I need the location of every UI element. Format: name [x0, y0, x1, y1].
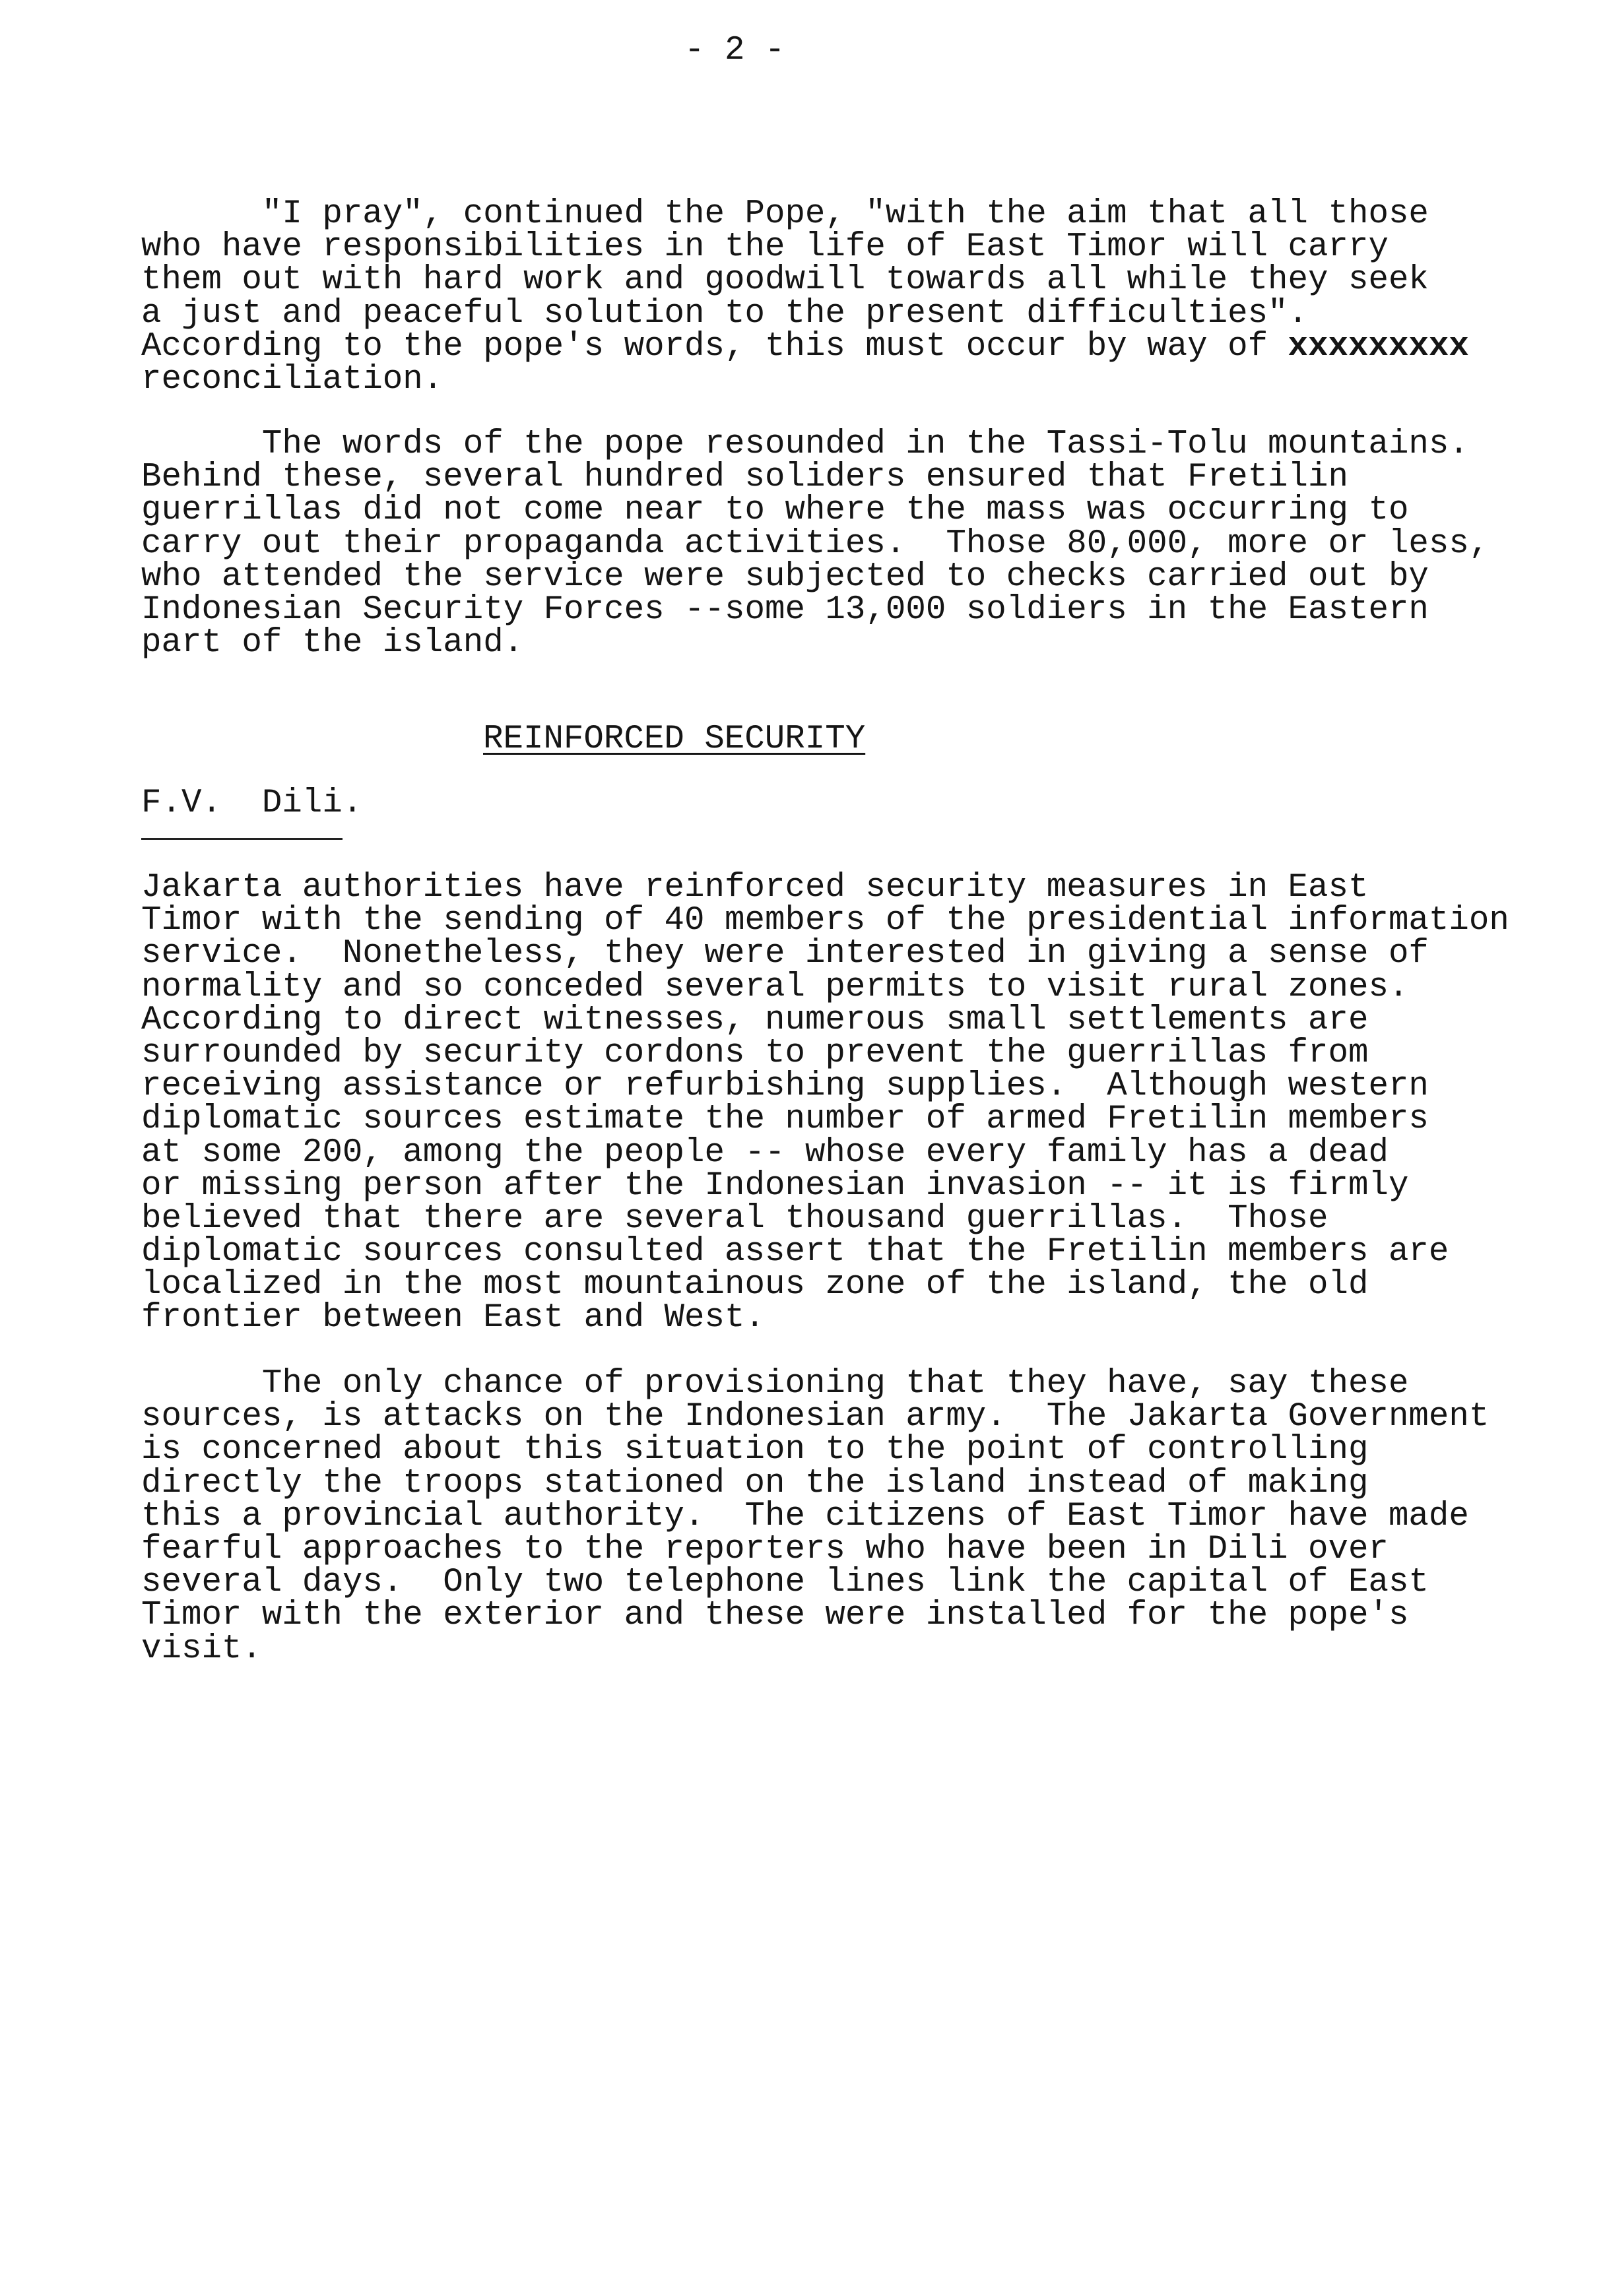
paragraph-3-line: Timor with the sending of 40 members of the presidential information: [141, 902, 1509, 940]
paragraph-3-line: at some 200, among the people -- whose every family has a dead: [141, 1133, 1389, 1172]
paragraph-2-line: who attended the service were subjected to checks carried out by: [141, 558, 1429, 596]
paragraph-1-line: a just and peaceful solution to the present difficulties".: [141, 294, 1309, 333]
paragraph-4-line: several days. Only two telephone lines link the capital of East: [141, 1564, 1429, 1602]
paragraph-4-line: fearful approaches to the reporters who have been in Dili over: [141, 1530, 1389, 1568]
section-heading-text: REINFORCED SECURITY: [483, 720, 866, 758]
paragraph-3-line: Jakarta authorities have reinforced security measures in East: [141, 869, 1369, 907]
paragraph-3-line: surrounded by security cordons to prevent the guerrillas from: [141, 1034, 1369, 1072]
paragraph-1-line: [141, 327, 1469, 366]
section-heading: [483, 720, 866, 758]
paragraph-3: [141, 869, 1509, 1337]
paragraph-1-line-text: According to the pope's words, this must occur by way of: [141, 327, 1288, 366]
paragraph-4-line: sources, is attacks on the Indonesian army. The Jakarta Government: [141, 1398, 1490, 1436]
dateline: F.V. Dili.: [141, 784, 363, 822]
paragraph-3-line: normality and so conceded several permits to visit rural zones.: [141, 968, 1409, 1006]
struck-out-text: xxxxxxxxx: [1288, 327, 1469, 366]
paragraph-4-line: directly the troops stationed on the island instead of making: [141, 1464, 1369, 1502]
paragraph-3-line: diplomatic sources consulted assert that the Fretilin members are: [141, 1233, 1449, 1271]
paragraph-3-line: believed that there are several thousand guerrillas. Those: [141, 1199, 1328, 1238]
paragraph-3-line: service. Nonetheless, they were interested in giving a sense of: [141, 935, 1429, 973]
dateline-underline: [141, 838, 343, 840]
paragraph-3-line: frontier between East and West.: [141, 1299, 765, 1337]
paragraph-4-line: this a provincial authority. The citizens of East Timor have made: [141, 1497, 1469, 1535]
paragraph-2-line: guerrillas did not come near to where the mass was occurring to: [141, 492, 1409, 530]
paragraph-2: [141, 428, 1489, 660]
paragraph-4-line: Timor with the exterior and these were installed for the pope's: [141, 1597, 1409, 1635]
paragraph-1-line: them out with hard work and goodwill towards all while they seek: [141, 261, 1429, 300]
paragraph-2-line: The words of the pope resounded in the Tassi-Tolu mountains.: [261, 426, 1469, 463]
paragraph-1-line: reconciliation.: [141, 360, 443, 399]
paragraph-2-line: carry out their propaganda activities. Those 80,000, more or less,: [141, 525, 1490, 563]
paragraph-2-line: Behind these, several hundred soliders ensured that Fretilin: [141, 459, 1348, 497]
paragraph-3-line: receiving assistance or refurbishing supplies. Although western: [141, 1068, 1429, 1106]
paragraph-3-line: or missing person after the Indonesian invasion -- it is firmly: [141, 1166, 1409, 1205]
paragraph-4: [141, 1365, 1490, 1668]
page-number: - 2 -: [684, 32, 785, 69]
paragraph-3-line: localized in the most mountainous zone of the island, the old: [141, 1266, 1369, 1304]
paragraph-4-line: The only chance of provisioning that they have, say these: [261, 1365, 1409, 1403]
paragraph-1: [141, 195, 1469, 399]
paragraph-1-line: "I pray", continued the Pope, "with the aim that all those: [261, 195, 1429, 233]
paragraph-3-line: According to direct witnesses, numerous small settlements are: [141, 1001, 1369, 1039]
paragraph-2-line: Indonesian Security Forces --some 13,000 soldiers in the Eastern: [141, 590, 1429, 629]
paragraph-4-line: visit.: [141, 1630, 262, 1668]
paragraph-4-line: is concerned about this situation to the point of controlling: [141, 1431, 1369, 1469]
paragraph-3-line: diplomatic sources estimate the number of armed Fretilin members: [141, 1100, 1429, 1139]
paragraph-2-line: part of the island.: [141, 624, 524, 662]
paragraph-1-line: who have responsibilities in the life of East Timor will carry: [141, 228, 1389, 267]
